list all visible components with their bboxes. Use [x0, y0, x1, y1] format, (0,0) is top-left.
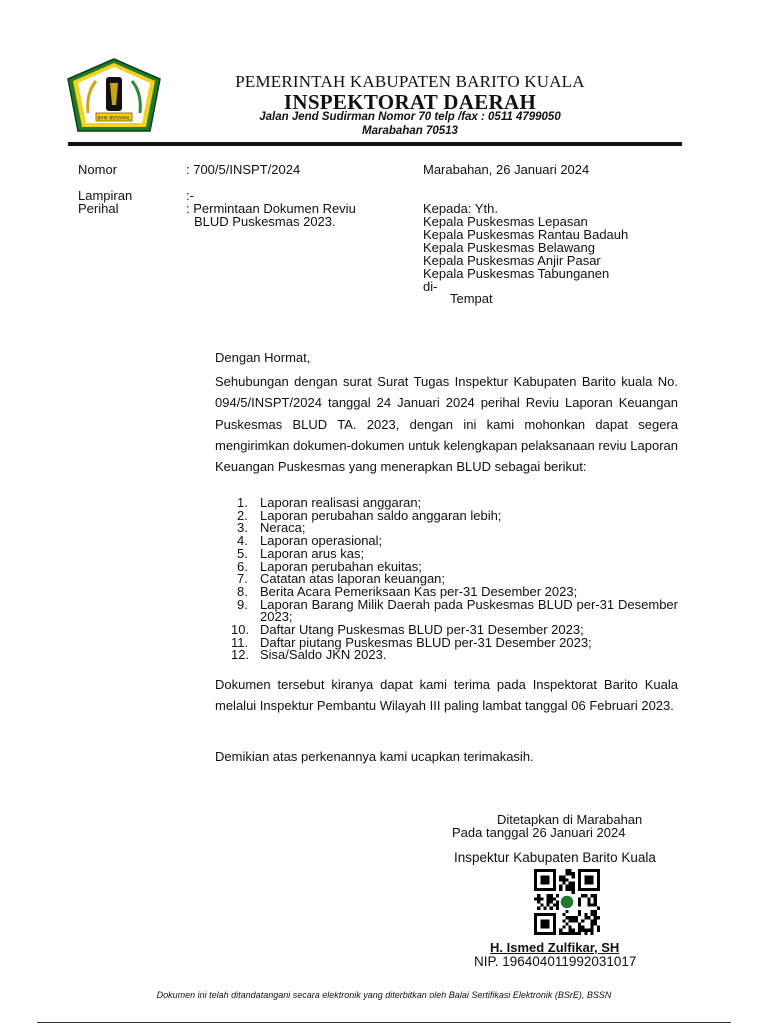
list-item-text: Berita Acara Pemeriksaan Kas per-31 Desember 2023;	[260, 583, 578, 599]
recipient-tempat: Tempat	[450, 291, 493, 306]
recipient-line: Kepala Puskesmas Rantau Badauh	[423, 227, 629, 242]
signature-date: Pada tanggal 26 Januari 2024	[452, 825, 626, 840]
list-item-text: Sisa/Saldo JKN 2023.	[260, 647, 387, 663]
list-item	[215, 596, 678, 625]
list-item-text: Daftar piutang Puskesmas BLUD per-31 Desember 2023;	[260, 634, 592, 650]
closing-paragraph: Dokumen tersebut kiranya dapat kami terima pada Inspektorat Barito Kuala melalui Inspektur Pembantu Wilayah III paling lambat tanggal 06 Februari 2023.	[215, 677, 678, 714]
e-signature-notice: Dokumen ini telah ditandatangani secara elektronik yang diterbitkan oleh Balai Sertifikasi Elektronik (BSrE), BSSN	[156, 990, 612, 1000]
regency-logo	[66, 57, 162, 133]
address-block	[200, 110, 620, 138]
list-item-text: Laporan realisasi anggaran;	[260, 495, 422, 510]
signatory-name: H. Ismed Zulfikar, SH	[490, 940, 620, 955]
list-item-number: 12.	[231, 647, 250, 663]
list-item-number: 11.	[231, 634, 249, 650]
lampiran-value: :-	[186, 188, 194, 203]
address-line-1: Jalan Jend Sudirman Nomor 70 telp /fax : 0511 4799050	[259, 111, 561, 123]
list-item-number: 6.	[237, 558, 248, 574]
thanks-paragraph: Demikian atas perkenannya kami ucapkan terimakasih.	[215, 749, 534, 764]
list-item-number: 4.	[237, 533, 248, 549]
recipient-line: Kepala Puskesmas Anjir Pasar	[423, 253, 601, 268]
recipient-line: Kepala Puskesmas Belawang	[423, 240, 595, 255]
list-item-text: Catatan atas laporan keuangan;	[260, 571, 446, 587]
list-item-text: Daftar Utang Puskesmas BLUD per-31 Desember 2023;	[260, 622, 584, 638]
nomor-label: Nomor	[78, 162, 118, 177]
list-item-number: 9.	[237, 596, 248, 612]
list-item-text: Laporan operasional;	[260, 533, 383, 549]
list-item-text: Laporan Barang Milik Daerah pada Puskesmas BLUD per-31 Desember 2023;	[260, 596, 678, 625]
list-item-number: 5.	[237, 545, 248, 561]
recipient-di: di-	[423, 279, 438, 294]
address-line-2: Marabahan 70513	[362, 125, 458, 137]
recipient-line: Kepala Puskesmas Lepasan	[423, 214, 588, 229]
greeting: Dengan Hormat,	[215, 350, 311, 365]
document-list	[215, 497, 678, 662]
list-item-text: Laporan perubahan saldo anggaran lebih;	[260, 507, 502, 523]
svg-text:BAIK BERAMAL: BAIK BERAMAL	[97, 116, 131, 122]
list-item-number: 7.	[237, 571, 248, 587]
perihal-value-line-1: : Permintaan Dokumen Reviu	[186, 201, 356, 216]
signatory-nip: NIP. 196404011992031017	[474, 954, 637, 969]
perihal-label: Perihal	[78, 201, 119, 216]
footer-divider	[37, 1022, 731, 1023]
lampiran-label: Lampiran	[78, 188, 133, 203]
letterhead-divider	[68, 142, 682, 146]
list-item-text: Neraca;	[260, 520, 306, 536]
recipient-kepada: Kepada: Yth.	[423, 201, 498, 216]
institution-name: INSPEKTORAT DAERAH	[283, 90, 537, 114]
list-item-number: 8.	[237, 583, 248, 599]
list-item-number: 3.	[237, 520, 248, 536]
perihal-value-line-2: BLUD Puskesmas 2023.	[194, 214, 336, 229]
signatory-title: Inspektur Kabupaten Barito Kuala	[454, 850, 656, 865]
list-item-text: Laporan arus kas;	[260, 545, 365, 561]
nomor-value: : 700/5/INSPT/2024	[186, 162, 301, 177]
list-item-text: Laporan perubahan ekuitas;	[260, 558, 422, 574]
list-item	[215, 649, 678, 662]
qr-code	[525, 869, 609, 935]
list-item-number: 2.	[237, 507, 248, 523]
intro-paragraph: Sehubungan dengan surat Surat Tugas Inspektur Kabupaten Barito kuala No. 094/5/INSPT/2024 tanggal 24 Januari 2024 perihal Reviu Laporan Keuangan Puskesmas BLUD TA. 2023, dengan ini kami mohonkan dapat segera mengirimkan dokumen-dokumen untuk kelengkapan pelaksanaan reviu Laporan Keuangan Puskesmas yang menerapkan BLUD sebagai berikut:	[215, 374, 678, 475]
letter-date: Marabahan, 26 Januari 2024	[423, 162, 590, 177]
government-name: PEMERINTAH KABUPATEN BARITO KUALA	[235, 72, 585, 91]
recipient-line: Kepala Puskesmas Tabunganen	[423, 266, 610, 281]
signature-place: Ditetapkan di Marabahan	[497, 812, 643, 827]
list-item-number: 10.	[231, 622, 250, 638]
list-item-number: 1.	[237, 495, 248, 510]
